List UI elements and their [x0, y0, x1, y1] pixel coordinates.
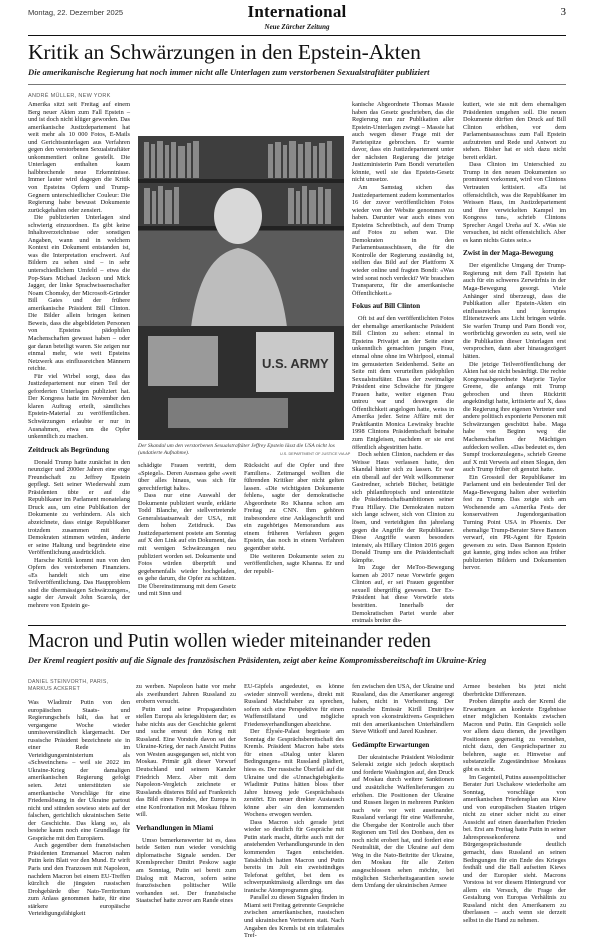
- article1-column-2: [138, 462, 236, 620]
- issue-date: Montag, 22. Dezember 2025: [28, 8, 124, 17]
- subheading: Gedämpfte Erwartungen: [352, 740, 430, 749]
- article1-column-3-bottom: [244, 462, 344, 620]
- paragraph: Dass nur eine Auswahl der Dokumente publiziert wurde, erklärte Todd Blanche, der stellvertretende Generalstaatsanwalt der USA, mit dem hohen Zeitdruck. Das Justizdepartement postete am Sonntag auf X den Link auf ein Dokument, das mit wenigen Schwärzungen neu publiziert worden sei. Dokumente und Fotos würden überprüft und gegebenenfalls wieder hochgeladen, es gehe darum, die Opfer zu schützen. Die Übereinstimmung mit dem Gesetz und mit Sinn und: [138, 492, 236, 598]
- subheading: Zeitdruck als Begründung: [28, 445, 110, 454]
- article2-column-1: [28, 699, 130, 918]
- paragraph: Auch gegenüber dem französischen Präsidenten Emmanuel Macron nahm Putin kein Blatt vor den Mund. Er wirft Paris und den Franzosen mit Napoleon, nachdem Macron bei einem EU-Treffen kürzlich die jüngsten russischen Drohgebärde über Nato-Territorium zum Anlass genommen hatte, für eine stärkere europäische Verteidigungsfähigkeit: [28, 842, 130, 918]
- article1-byline: ANDRÉ MÜLLER, NEW YORK: [28, 93, 111, 99]
- newspaper-name: Neue Zürcher Zeitung: [264, 23, 330, 31]
- page-number: 3: [560, 6, 566, 18]
- article1-column-1: [28, 101, 130, 620]
- article2-subline: Der Kreml reagiert positiv auf die Signale des französischen Präsidenten, zeigt aber keine Kompromissbereitschaft im Ukraine-Krieg: [28, 656, 487, 665]
- paragraph: Für viel Wirbel sorgt, dass das Justizdepartement nur einen Teil der geforderten Unterlagen publiziert hat. Der Kongress hatte im November den klaren Auftrag erteilt, sämtliches Epstein-Material zu veröffentlichen. Schwärzungen erlaubte er nur in Ausnahmen, etwa um die Opfer unkenntlich zu machen.: [28, 372, 130, 441]
- article2-headline: Macron und Putin wollen wieder miteinander reden: [28, 631, 431, 652]
- paragraph: Parallel zu diesen Signalen finden in Miami seit Freitag getrennte Gespräche zwischen amerikanischen, russischen und ukrainischen Vertretern statt. Nach Angaben des Kremls ist ein trilaterales Tref-: [244, 894, 344, 940]
- svg-text:U.S. ARMY: U.S. ARMY: [262, 356, 329, 371]
- article1-column-4: [463, 101, 566, 620]
- paragraph: Doch sehien Clinton, nachdem er das Weisse Haus verlassen hatte, den Skandal hinter sich zu lassen. Er war ein überall auf der Welt willkommener Gastredner, schrieb Bücher, betätigte sich philanthropisch und unterstützte die Präsidentschaftsambitionen seiner Frau Hillary. Die Demokraten nutzen sich lange schwer, sich von Clinton zu lösen, und verteidigten ihn jahrelang gegen die Angriffe der Republikaner. Diese Angriffe waren besonders intensiv, als Hillary Clinton 2016 gegen Donald Trump um die Präsidentschaft kämpfte.: [352, 451, 454, 564]
- paragraph: Was Wladimir Putin von den europäischen Staats- und Regierungschefs hält, das hat er vergangene Woche wieder unmissverständlich klargemacht. Der russische Präsident bezeichnete sie in einer Rede im Verteidigungsministerium als «Schweinchen» – weil sie 2022 im Ukraine-Krieg der damaligen amerikanischen Regierung gefolgt seien. Jetzt unterstützten sie amerikanische Vorschläge für eine Friedenslösung in der Ukraine partout nicht und stünden sowieso stets auf der falschen, gerichtlich ukrainischen Seite der Geschichte. Das klang so, als bestehe kaum noch eine Grundlage für Gespräche mit den Europäern.: [28, 699, 130, 842]
- article1-rule: [28, 84, 566, 85]
- paragraph: kutiert, wie sie mit dem ehemaligen Präsidenten umgehen soll. Die neuen Dokumente dürften den Druck auf Bill Clinton erhöhen, vor dem Parlamentsausschuss zum Fall Epstein aufzutreten und Rede und Antwort zu stehen. Bisher hat er sich dazu nicht bereit erklärt.: [463, 101, 566, 161]
- paragraph: Die jetzige Teilveröffentlichung der Akten hat sie nicht besänftigt. Die rechte Kongressabgeordnete Marjorie Taylor Greene, die anfangs mit Trump gebrochen und ihren Rücktritt angekündigt hatte, kritisierte auf X, dass die Regierung ihre eigenen Vertreter und andere politisch exponierte Personen mit Schwärzungen geschützt habe. Maga habe von Beginn weg die Machenschaften der Mächtigen aufdecken wollen. «Das bedeutet es, den Sumpf trockenzulegen», schrieb Greene auf X mit Verweis auf einen Slogan, den auch Trump früher oft genutzt hatte.: [463, 360, 566, 474]
- paragraph: Harsche Kritik kommt nun von den Opfern des verstorbenen Finanziers. «Es handelt sich um eine Teilveröffentlichung. Das Haupproblem sind die übermässigen Schwärzungen», sagte der Anwalt John Scarola, der mehrere von Epstein ge-: [28, 556, 130, 609]
- paragraph: Umso bemerkenswerter ist es, dass beide Seiten nun wieder vorsichtig diplomatische Signale senden. Der Kremlsprecher Dmitri Peskow sagte am Sonntag, Putin sei bereit zum Dialog mit Macron, sofern seine französischen politischer Wille vorhanden sei. Der französische Staatschef hatte zuvor am Rande eines: [136, 836, 236, 905]
- paragraph: fen zwischen den USA, der Ukraine und Russland, das die Amerikaner angeregt haben, nicht in Vorbereitung. Der russische Emissär Kirill Dmitrijew sprach von «konstruktiven» Gesprächen mit den amerikanischen Unterhändlern Steve Witkoff und Jared Kushner.: [352, 683, 454, 736]
- paragraph: Oft ist auf den veröffentlichten Fotos der ehemalige amerikanische Präsident Bill Clinton zu sehen: einmal in Epsteins Privatjet an der Seite einer unkenntlich gemachten jungen Frau, einmal ohne ohne im Whirlpool, einmal im gemusterten Seidenhemd. Seite an Seite mit dem verurteilten pädophilen Sexualstraftäter. Dass der zweimalige Präsident eine Schwäche für jüngere Frauen hatte, weiter eigenen Frau untreu war und deswegen die Öffentlichkeit angelogen hatte, weiss in Amerika jeder. Seine Affäre mit der Praktikantin Monica Lewinsky brachte 1998 Clintons Präsidentschaft beinahe zum Entgleisen, nachdem er sie erst öffentlich abgestritten hatte.: [352, 315, 454, 451]
- paragraph: Rücksicht auf die Opfer und ihre Familien». Zeitmangel wollten die führenden Kritiker aber nicht gelten lassen. «Die wichtigsten Dokumente fehlen», sagte der demokratische Abgeordnete Ro Khanna schon am Freitag zu CNN. Ihm gehören insbesondere eine Anklageschrift und ein zugehöriges Memorandum aus einem früheren Verfahren gegen Epstein, das noch in einem Verfahren gegenüber steht.: [244, 462, 344, 553]
- article2-column-4: [352, 683, 454, 890]
- subheading: Fokus auf Bill Clinton: [352, 302, 421, 311]
- paragraph: EU-Gipfels angedeutet, es könne «wieder sinnvoll werden», direkt mit Russland Machthaber zu sprechen, sofern sich eine Perspektive für einen Waffenstillstand und mögliche Friedensverhandlungen abzeichne.: [244, 683, 344, 728]
- paragraph: Donald Trump hatte zunächst in den neunziger und 2000er Jahren eine enge Freundschaft zu Jeffrey Epstein gepflegt. Seit seiner Wiederwahl zum Präsidenten übte er auf die Republikaner im Parlament monatelang Druck aus, um eine Publikation der Dokumente zu verhindern. Als sich abzeichnete, dass einige Republikaner trotzdem zusammen mit den Demokraten stimmen würden, änderte er seine Haltung und begründete eine Veröffentlichung ausdrücklich.: [28, 458, 130, 557]
- article1-column-3: [352, 101, 454, 625]
- photo-caption: Der Skandal um den verstorbenen Sexualstraftäter Jeffrey Epstein lässt die USA nicht los (undatierte Aufnahme).: [138, 443, 335, 456]
- photo-credit: U.S. DEPARTMENT OF JUSTICE VIA AP: [280, 452, 351, 456]
- paragraph: Im Zuge der MeToo-Bewegung kamen ab 2017 neue Vorwürfe gegen Clinton auf, er sei Frauen gegenüber sexuell übergriffig gewesen. Der Ex-Präsident hat diese Vorwürfe stets bestritten. Innerhalb der Demokratischen Partei wurde aber erstmals breiter dis-: [352, 564, 454, 625]
- article2-column-3: [244, 683, 344, 940]
- article1-subline: Die amerikanische Regierung hat noch immer nicht alle Unterlagen zum verstorbenen Sexualstraftäter publiziert: [28, 67, 430, 77]
- paragraph: schädigte Frauen vertritt, dem «Spiegel». Deren Ausmass gehe «weit über alles hinaus, was sich für gerechtfertigt halte».: [138, 462, 236, 492]
- paragraph: zu werben. Napoleon hatte vor mehr als zweihundert Jahren Russland zu erobern versucht.: [136, 683, 236, 706]
- article2-byline: [28, 679, 108, 692]
- paragraph: Im Gegenteil, Putins aussenpolitischer Berater Juri Uschakow wiederholte am Sonntag, vorschläge von amerikanischen Friedensplan aus Kiew und von europäischen Staaten trügen nicht zu einer sicher nicht zu einer Aussicht auf einen dauerhaften Frieden bei. Erst am Freitag hatte Putin in seiner Jahrespressekonferenz und Bürgergesprächsstunde deutlich gemacht, dass Russland an seinen Bedingungen für ein Ende des Krieges festhält und die Ball aufseiten Kiews und der Europäer sieht. Macrons Vorstoss ist vor diesem Hintergrund vor allem ein Versuch, die Frage der Gestaltung von Europas Verhältnis zu Russland nicht den Amerikanern zu überlassen – auch wenn sie derzeit selbst in die Hand zu nehmen.: [463, 773, 566, 924]
- paragraph: Dass Clinton im Unterschied zu Trump in den neuen Dokumenten so prominent vorkommt, wird von Clintons Vertrauten kritisiert. «Es ist offensichtlich, was die Republikaner im Weissen Haus, im Justizdepartement und ihre verwickelten Kampel im Kongress tun», schrieb Clintons Sprecher Angel Ureña auf X. «Was sie versuchen, ist nicht offensichtlich. Aber es kann nichts Gutes sein.»: [463, 161, 566, 244]
- paragraph: Dass Macron sich gerade jetzt wieder so deutlich für Gespräche mit Putin stark macht, dürfte auch mit der anstehenden Verhandlungsrunde in den kommenden Tagen entscheiden. Tatsächlich hatten Macron und Putin bereits im Juli ein zweistündiges Telefonat geführt, bei dem es schwerpunktmässig allerdings um das iranische Atomprogramm ging.: [244, 818, 344, 894]
- paragraph: Amerika sitzt seit Freitag auf einem Berg neuer Akten zum Fall Epstein – und ist doch nicht klüger geworden. Das amerikanische Justizdepartement hat weit mehr als 10 000 Fotos, E-Mails und Gerichtsunterlagen aus Verfahren gegen den verstorbenen Sexualstraftäter unkommentiert online gestellt. Die Unterlagen enthalten kaum halbbrechende neue Erkenntnisse. Immer lauter wird dagegen die Kritik von Epsteins Opfern und Trump-Gegnern unterschiedlicher Couleur: Die Regierung habe bewusst Dokumente zurückgehalten oder zensiert.: [28, 101, 130, 214]
- article2-byline-line-1: DANIEL STEINVORTH, PARIS,: [28, 679, 109, 685]
- section-title: International: [247, 2, 347, 21]
- article2-byline-line-2: MARKUS ACKERET: [28, 685, 81, 692]
- paragraph: Der ukrainische Präsident Wolodimir Selenski zeigte sich jedoch skeptisch und forderte Washington auf, den Druck auf Moskau durch weitere Sanktionen und zusätzliche Waffenlieferungen zu erhöhen. Die Positionen der Ukraine und Russen liegen in mehreren Punkten nach wie vor weit auseinander. Russland verlangt für eine Waffenruhe, die Übergabe der Kontrolle auch über Regionen um Teil des Donbass, den es noch nicht erobert hat, und fordert eine Neutralität, der die Ukraine auf dem Weg in die Nato-Beitritte der Ukraine, den Moskau für alle Zeiten ausgeschlossen sehen möchte, bei möglichen Sicherheitsgarantien sowie dem Umfang der ukrainischen Armee: [352, 753, 454, 890]
- article1-headline: Kritik an Schwärzungen in den Epstein-Akten: [28, 40, 421, 64]
- photo-illustration: [138, 136, 344, 440]
- paragraph: Armee bestehen bis jetzt nicht überbrückte Differenzen.: [463, 683, 566, 698]
- article-photo: [138, 136, 344, 440]
- paragraph: Die publizierten Unterlagen sind schwierig einzuordnen. Es gibt keine Inhaltsverzeichnisse oder sonstigen Angaben, wann und in welchem Kontext ein Dokument entstanden ist, was die Interpretation erschwert. Auf Bildern zu sehen sind – in sehr unterschiedlichem Umfeld – etwa die Pop-Stars Michael Jackson und Mick Jagger, der linke Sprachwissenschafter Noam Chomsky, der Microsoft-Gründer Bill Gates und der frühere amerikanische Präsident Bill Clinton. Die Bilder allein bringen keinen Beweis, dass die abgebildeten Personen von Epsteins pädophilen Machenschaften gewusst haben – oder gar daran beteiligt waren. Sie zeigen nur einmal mehr, wie weit Epsteins Netzwerk aus einflussreichen Männern reichte.: [28, 214, 130, 373]
- paragraph: Am Samstag sichen das Justizdepartement zudem kommentarlos 16 der zuvor veröffentlichten Fotos wieder von der Website genommen zu haben. Darunter war auch eines von Epsteins Schreibtisch, auf dem Trump auf Fotos zu sehen war. Die Demokraten in den Parlamentsausschüssen, die für die Kontrolle der Regierung zuständig ist, stellten das Bild auf der Plattform X wieder online und fragten Bondi: «Was wird sonst noch verdeckt? Wir brauchen Transparenz, für die amerikanische Öffentlichkeit.»: [352, 184, 454, 297]
- article2-column-2: [136, 683, 236, 905]
- paragraph: Der eigentliche Umgang der Trump-Regierung mit dem Fall Epstein hat auch für ein schweres Zerwürfnis in der Maga-Bewegung gesorgt. Viele Anhänger sind überzeugt, dass die Publikation aller Epstein-Akten ein einflussreiches und korruptes Elitenetzwerk ans Licht bringen würde. Sie warfen Trump und Pam Bondi vor, wortbrüchig geworden zu sein, weil sie die Publikation dieser Unterlagen erst versprochen, dann aber hinausgezögert hätten.: [463, 262, 566, 360]
- paragraph: Putin und seine Propagandisten stellen Europa als kriegslüstern dar; es habe nichts aus der Geschichte gelernt und suche erneut den Krieg mit Russland. Eine Vorstufe davon sei der Ukraine-Krieg, der nach Ansicht Putins von Westen ausgegangen sei, nicht von Moskau. Primär gilt dieser Vorwurf Deutschland und seinem Kanzler Friedrich Merz. Aber mit dem Napoleon-Vergleich zeichnete er Russlands düsteres Bild auf Frankreich das Bild eines Feindes, der Europa in eine Konfrontation mit Moskau führen will.: [136, 705, 236, 819]
- paragraph: Die weiteren Dokumente seien zu veröffentlichen, sagte Khanna. Er und der republi-: [244, 552, 344, 575]
- paragraph: Proben dämpfte auch der Kreml die Erwartungen an konkrete Ergebnisse einer möglichen Kontakts zwischen Macron und Putin. Ein Gespräch solle vor allem dazu dienen, die jeweiligen Positionen gegenseitig zu verstehen, nicht dazu, den Gesprächspartner zu belehren, sagte er. Hinweise auf substanzielle Zugeständnisse Moskaus gibt es nicht.: [463, 698, 566, 774]
- subheading: Verhandlungen in Miami: [136, 823, 214, 832]
- paragraph: Ein Grossteil der Republikaner im Parlament und ein bedeutender Teil der Maga-Bewegung halten aber weiterhin fest zu Trump. Das zeigte sich am Wochenende am «Amerika Fest» der konservativen Jugendorganisation Turning Point USA in Phoenix. Der ehemalige Trump-Berater Steve Bannon verwarf, ein PR-Agent für Epstein gewesen zu sein. Dass Bannon Epstein gut kannte, ging indes schon aus früher publizierten Bildern und Dokumenten hervor.: [463, 473, 566, 572]
- paragraph: Der Élysée-Palast begrüsste am Sonntag die Gesprächsbereitschaft des Kremls. Präsident Macron habe stets für einen «Dialog unter klaren Bedingungen» mit Russland plädiert, hiess es. Der russische Überfall auf die Ukraine und die «Unnachgiebigkeit» Wladimir Putins hätten bloss über Jahre hinweg jede Gesprächsbasis zerstört. Ein neuer direkter Austausch könne aber «in den kommenden Wochen» erwogen werden.: [244, 728, 344, 819]
- article2-column-5: [463, 683, 566, 924]
- masthead-rule: [28, 35, 566, 36]
- paragraph: kanische Abgeordnete Thomas Massie haben das Gesetz geschrieben, das die Regierung nun zur Publikation aller Epstein-Unterlagen zwingt – Massie hat auch wegen dieser Frage mit der Parteispitze gebrochen. Er warnte davor, dass ein Justizdepartement unter der nächsten Regierung die jetzige Justizministerin Pam Bondi verurteilen könnte, weil sie das Epstein-Gesetz nicht umsetze.: [352, 101, 454, 184]
- article2-rule: [28, 625, 566, 626]
- subheading: Zwist in der Maga-Bewegung: [463, 249, 554, 258]
